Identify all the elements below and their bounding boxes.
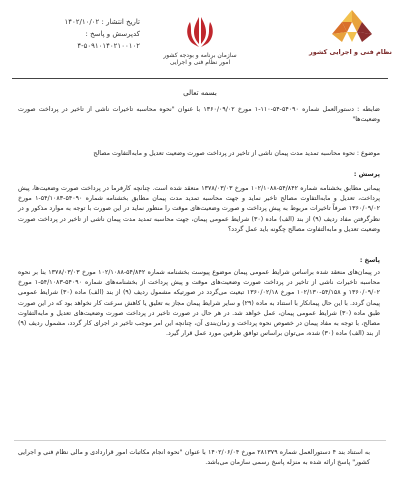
gov-line-1: سازمان برنامه و بودجه کشور: [163, 52, 237, 59]
bismillah: بسمه تعالی: [183, 89, 217, 97]
answer-heading: پاسخ :: [359, 257, 380, 264]
answer-text: در پیمان‌های منعقد شده براساس شرایط عمومی پیمان موضوع پیوست بخشنامه شماره ۵۴/۸۴۲-۱۰۲/۱۰۸۸ مورخ ۱۳۷۸/۰۳/۰۳ بنا بر نحوه محاسبه تاخیرات ناشی از تاخیر در پرداخت صورت وضعیت‌های موقت و پیش پرداخت از بخشنامه‌های شماره ۵۴۰۹۰-۵۴/۱۰۸۳-۱ مورخ ۱۳۶۰/۰۹/۰۲ و ۵۴/۱۵۸-۱۰۲/۱۳۰ مورخ ۱۳۶۰/۰۲/۱۸ تبعیت می‌گردد در صورتیکه مشمول ردیف (۹) از بند (الف) ماده (۳۰) شرایط عمومی پیمان گردد. با این حال پیمانکار با استناد به ماده (۲۹) و سایر شرایط پیمان مجاز به تعلیق یا کاهش سرعت کار نخواهد بود که در این صورت طبق ماده (۳۰) شرایط عمومی پیمان، عمل خواهد شد. در هر حال در صورت تاخیر در پرداخت صورت وضعیت‌های تعدیل و مابه‌التفاوت مصالح، با توجه به مفاد پیمان در خصوص نحوه پرداخت و زمان‌بندی آن، چنانچه این امر موجب تاخیر در اجرای کار گردد، مشمول ردیف (۹) از بند (الف) ماده (۳۰) شده، می‌توان براساس توافق طرفین مورد عمل قرار گیرد.: [18, 269, 380, 338]
footer-note: به استناد بند ۴ دستورالعمل شماره ۲۸۱۳۷۹ مورخ ۱۴۰۲/۰۶/۰۴ با عنوان "نحوه انجام مکاتبات امور قراردادی و مالی نظام فنی و اجرایی کشور" پاسخ ارائه شده به منزله پاسخ رسمی سازمان می‌باشد.: [18, 449, 371, 467]
gov-caption: [160, 52, 240, 66]
header-divider: [12, 78, 388, 79]
footer-divider: [14, 440, 386, 441]
publish-date-label: تاریخ انتشار :: [101, 18, 140, 26]
org-logo-block: [309, 8, 392, 66]
qa-code-row: [22, 28, 140, 40]
org-logo-icon: [329, 8, 375, 46]
publish-date-row: [22, 16, 140, 28]
subject-text: موضوع : نحوه محاسبه تمدید مدت پیمان ناشی از تاخیر در پرداخت صورت وضعیت تعدیل و مابه‌التفاوت مصالح: [93, 150, 380, 157]
iran-emblem-icon: [183, 12, 217, 50]
doc-meta: [22, 16, 140, 52]
regulation-text: ضابطه : دستورالعمل شماره ۵۴۰۹۰-۵۴-۱۱۰-۱ مورخ ۱۳۶۰/۰۹/۰۲ با عنوان "نحوه محاسبه تاخیرات ناشی از تاخیر در پرداخت صورت وضعیت‌ها": [18, 106, 380, 124]
qa-code-value: ۴-۵۰۹۱۰۱۴۰۲۱۰۰۱۰۲: [77, 42, 140, 50]
question-text: پیمانی مطابق بخشنامه شماره ۵۴/۸۴۲-۱۰۲/۱۰۸۸ مورخ ۱۳۷۸/۰۳/۰۳ منعقد شده است. چنانچه کارفرما در پرداخت صورت وضعیت‌ها، پیش پرداخت، تعدیل و مابه‌التفاوت مصالح تاخیر نماید و جهت محاسبه تمدید مدت پیمان مطابق بخشنامه شماره ۵۴۰۹۰-۵۴/۱۰۸۳-۱ مورخ ۱۳۶۰/۰۹/۰۲ صرفاً تاخیرات مربوط به پیش پرداخت و صورت وضعیت‌های موقت را منظور نماید در این صورت با توجه به موارد مذکور و در نظرگرفتن مفاد ردیف (۹) از بند (الف) ماده (۳۰) شرایط عمومی پیمان، جهت محاسبه تمدید مدت پیمان ناشی از تاخیر در پرداخت صورت وضعیت تعدیل و مابه‌التفاوت مصالح چگونه باید عمل گردد؟: [18, 185, 380, 233]
question-heading: پرسش :: [353, 171, 380, 178]
publish-date-value: ۱۴۰۲/۱۰/۰۲: [64, 18, 100, 26]
gov-line-2: امور نظام فنی و اجرایی: [169, 59, 231, 66]
qa-code-value-row: [22, 40, 140, 52]
qa-code-label: کدپرسش و پاسخ :: [85, 30, 140, 38]
org-name: نظام فنی و اجرایی کشور: [309, 48, 392, 56]
